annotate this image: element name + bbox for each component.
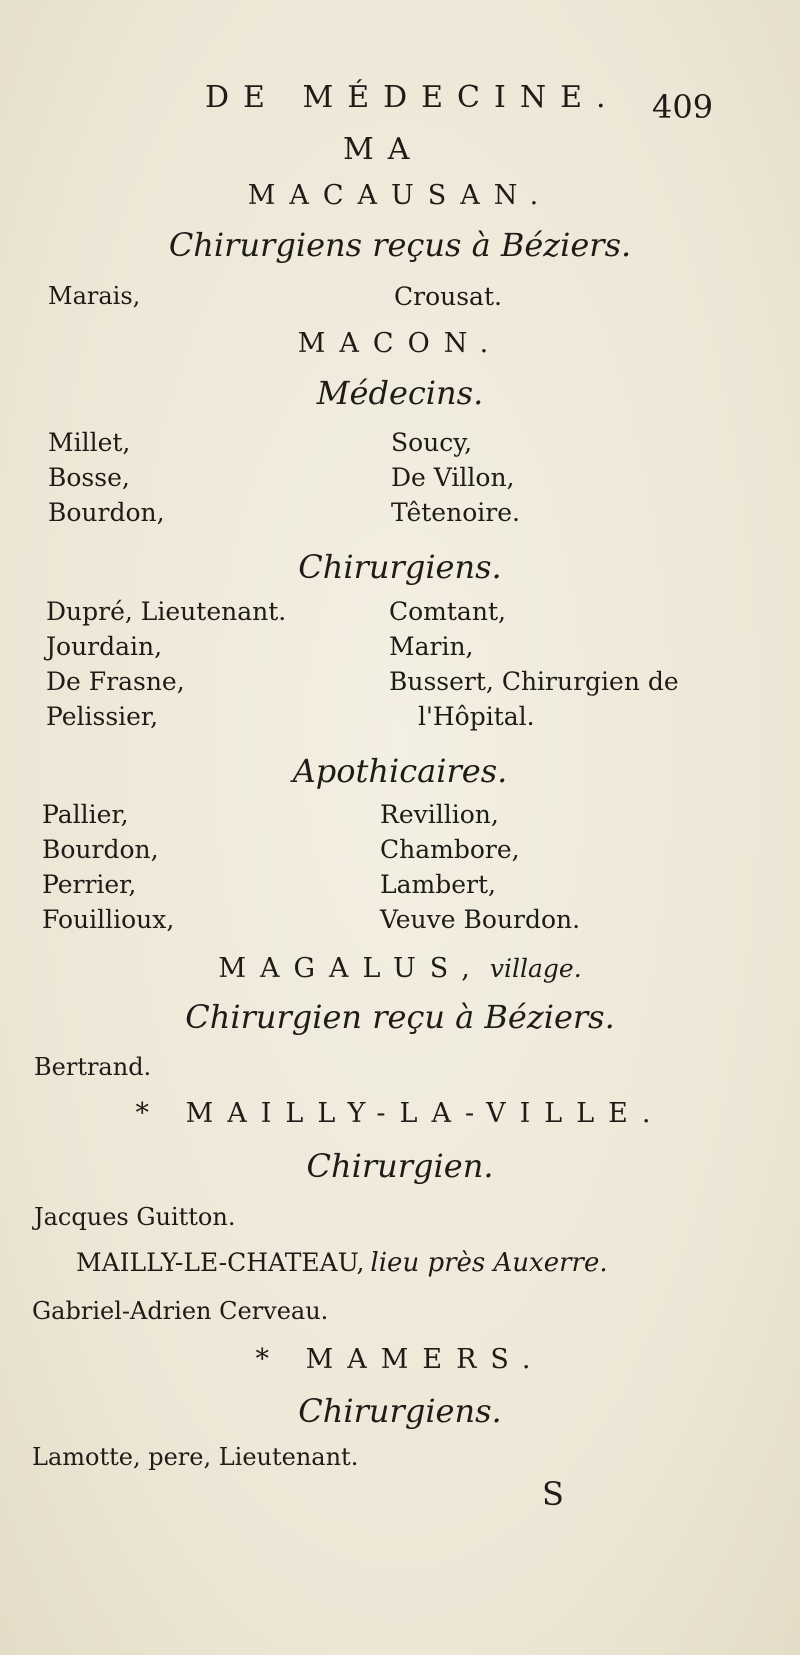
name-entry: Bourdon, <box>42 835 159 864</box>
name-entry: Bosse, <box>48 463 130 492</box>
group-heading-chirurgiens: Chirurgiens. <box>298 548 502 586</box>
name-entry: Comtant, <box>389 597 506 626</box>
name-entry: Chambore, <box>380 835 520 864</box>
place-qualifier: village. <box>489 954 582 983</box>
name-entry: Jacques Guitton. <box>34 1203 236 1231</box>
place-name: MAGALUS, <box>218 953 484 984</box>
place-qualifier: lieu près Auxerre. <box>370 1248 608 1278</box>
name-entry: Jourdain, <box>46 632 163 661</box>
place-heading-mailly-le-chateau <box>76 1248 608 1278</box>
name-entry: De Villon, <box>391 463 515 492</box>
running-title: DE MÉDECINE. <box>205 80 620 115</box>
place-heading-macon: MACON. <box>297 328 503 359</box>
place-heading-mailly-la-ville: * MAILLY-LA-VILLE. <box>135 1098 665 1129</box>
group-heading-chirurgien: Chirurgien. <box>306 1147 494 1185</box>
name-entry: Fouillioux, <box>42 905 175 934</box>
name-entry: Marais, <box>48 282 141 310</box>
place-name: MAILLY-LE-CHATEAU, <box>76 1248 365 1277</box>
name-entry: De Frasne, <box>46 667 185 696</box>
section-marker: MA <box>343 132 424 167</box>
name-entry: Crousat. <box>394 282 502 311</box>
name-entry: Lamotte, pere, Lieutenant. <box>32 1443 359 1471</box>
name-entry: Pelissier, <box>46 702 159 731</box>
name-entry: l'Hôpital. <box>418 702 535 731</box>
name-entry: Têtenoire. <box>391 498 520 527</box>
name-entry: Veuve Bourdon. <box>380 905 581 934</box>
place-heading-mamers: * MAMERS. <box>255 1344 545 1375</box>
page-number: 409 <box>652 88 714 126</box>
place-heading-magalus <box>0 953 800 984</box>
group-heading-chirurgiens-beziers: Chirurgiens reçus à Béziers. <box>168 226 632 264</box>
name-entry: Lambert, <box>380 870 496 899</box>
name-entry: Bourdon, <box>48 498 165 527</box>
name-entry: Revillion, <box>380 800 499 829</box>
name-entry: Pallier, <box>42 800 129 829</box>
name-entry: Bertrand. <box>34 1053 152 1081</box>
catchword: S <box>542 1475 564 1513</box>
group-heading-medecins: Médecins. <box>316 374 484 412</box>
name-entry: Dupré, Lieutenant. <box>46 597 287 626</box>
name-entry: Millet, <box>48 428 131 457</box>
name-entry: Perrier, <box>42 870 137 899</box>
name-entry: Marin, <box>389 632 474 661</box>
group-heading-chirurgien-beziers: Chirurgien reçu à Béziers. <box>185 998 615 1036</box>
group-heading-chirurgiens-mamers: Chirurgiens. <box>298 1392 502 1430</box>
name-entry: Gabriel-Adrien Cerveau. <box>32 1297 329 1325</box>
name-entry: Bussert, Chirurgien de <box>389 667 679 696</box>
group-heading-apothicaires: Apothicaires. <box>292 752 508 790</box>
name-entry: Soucy, <box>391 428 473 457</box>
place-heading-macausan: MACAUSAN. <box>247 180 553 211</box>
